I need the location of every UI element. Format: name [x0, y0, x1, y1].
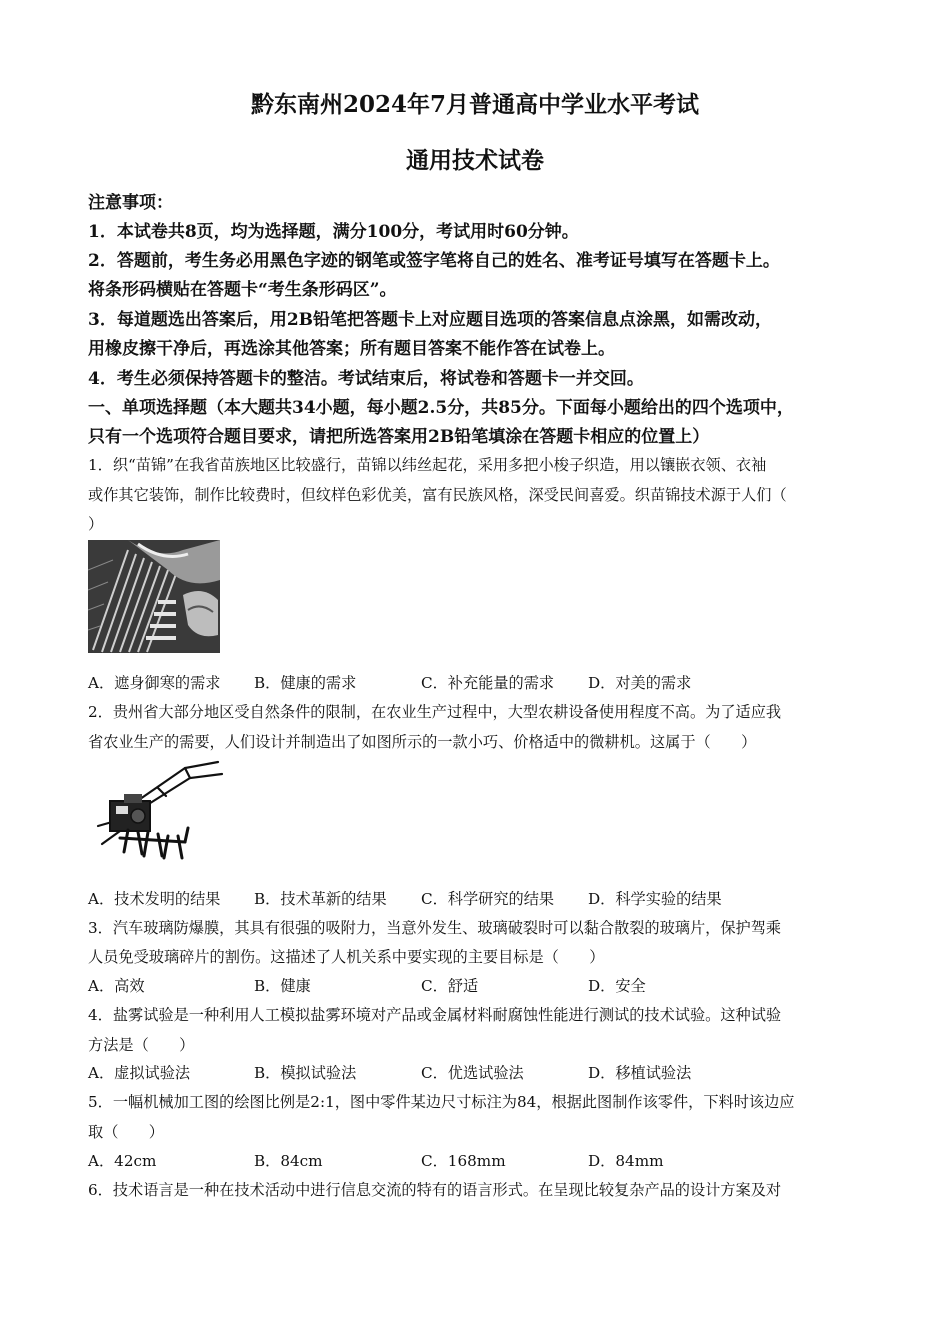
exam-title: 黔东南州2024年7月普通高中学业水平考试 [250, 91, 700, 118]
question-text: 方法是（ ） [88, 1036, 195, 1054]
option-c[interactable]: C．补充能量的需求 [421, 674, 555, 692]
option-d[interactable]: D．移植试验法 [588, 1064, 692, 1082]
miao-brocade-photo [88, 540, 220, 653]
option-c[interactable]: C．168mm [421, 1152, 506, 1170]
question-text: 人员免受玻璃碎片的割伤。这描述了人机关系中要实现的主要目标是（ ） [88, 948, 605, 966]
option-b[interactable]: B．健康 [254, 977, 311, 995]
notice-item: 4．考生必须保持答题卡的整洁。考试结束后，将试卷和答题卡一并交回。 [88, 369, 644, 389]
option-b[interactable]: B．模拟试验法 [254, 1064, 357, 1082]
option-b[interactable]: B．技术革新的结果 [254, 890, 387, 908]
notice-item: 将条形码横贴在答题卡“考生条形码区”。 [88, 280, 397, 300]
option-c[interactable]: C．科学研究的结果 [421, 890, 555, 908]
notice-item: 2．答题前，考生务必用黑色字迹的钢笔或签字笔将自己的姓名、准考证号填写在答题卡上。 [88, 251, 780, 271]
option-a[interactable]: A．高效 [88, 977, 145, 995]
question-text: 6．技术语言是一种在技术活动中进行信息交流的特有的语言形式。在呈现比较复杂产品的设计方案及对 [88, 1181, 782, 1199]
option-c[interactable]: C．舒适 [421, 977, 479, 995]
question-text: 省农业生产的需要，人们设计并制造出了如图所示的一款小巧、价格适中的微耕机。这属于（ ） [88, 733, 757, 751]
question-text: ） [88, 515, 104, 533]
option-c[interactable]: C．优选试验法 [421, 1064, 524, 1082]
question-options [88, 1062, 868, 1082]
option-d[interactable]: D．对美的需求 [588, 674, 692, 692]
option-a[interactable]: A．42cm [88, 1152, 157, 1170]
question-options [88, 672, 868, 692]
option-d[interactable]: D．科学实验的结果 [588, 890, 722, 908]
option-a[interactable]: A．技术发明的结果 [88, 890, 221, 908]
question-options [88, 975, 868, 995]
question-text: 或作其它装饰，制作比较费时，但纹样色彩优美，富有民族风格，深受民间喜爱。织苗锦技术源于人们（ [88, 486, 787, 504]
option-a[interactable]: A．虚拟试验法 [88, 1064, 191, 1082]
question-text: 3．汽车玻璃防爆膜，其具有很强的吸附力，当意外发生、玻璃破裂时可以黏合散裂的玻璃片，保护驾乘 [88, 919, 782, 937]
section-heading: 只有一个选项符合题目要求，请把所选答案用2B铅笔填涂在答题卡相应的位置上） [88, 427, 710, 447]
option-b[interactable]: B．84cm [254, 1152, 323, 1170]
question-text: 4．盐雾试验是一种利用人工模拟盐雾环境对产品或金属材料耐腐蚀性能进行测试的技术试验。这种试验 [88, 1006, 782, 1024]
question-text: 5．一幅机械加工图的绘图比例是2:1，图中零件某边尺寸标注为84，根据此图制作该零件，下料时该边应 [88, 1093, 795, 1111]
notice-item: 1．本试卷共8页，均为选择题，满分100分，考试用时60分钟。 [88, 222, 579, 242]
question-options [88, 1150, 868, 1170]
micro-tiller-drawing [90, 756, 225, 866]
notice-item: 用橡皮擦干净后，再选涂其他答案；所有题目答案不能作答在试卷上。 [88, 339, 615, 359]
notice-item: 3．每道题选出答案后，用2B铅笔把答题卡上对应题目选项的答案信息点涂黑，如需改动， [88, 310, 773, 330]
option-d[interactable]: D．安全 [588, 977, 646, 995]
question-text: 1．织“苗锦”在我省苗族地区比较盛行，苗锦以纬丝起花，采用多把小梭子织造，用以镶嵌衣领、衣袖 [88, 456, 767, 474]
option-a[interactable]: A．遮身御寒的需求 [88, 674, 221, 692]
question-text: 取（ ） [88, 1123, 164, 1141]
section-heading: 一、单项选择题（本大题共34小题，每小题2.5分，共85分。下面每小题给出的四个选项中， [88, 398, 794, 418]
question-text: 2．贵州省大部分地区受自然条件的限制，在农业生产过程中，大型农耕设备使用程度不高。为了适应我 [88, 703, 782, 721]
question-options [88, 888, 868, 908]
notice-heading: 注意事项： [88, 193, 173, 213]
option-d[interactable]: D．84mm [588, 1152, 664, 1170]
exam-subtitle: 通用技术试卷 [406, 147, 544, 174]
option-b[interactable]: B．健康的需求 [254, 674, 357, 692]
